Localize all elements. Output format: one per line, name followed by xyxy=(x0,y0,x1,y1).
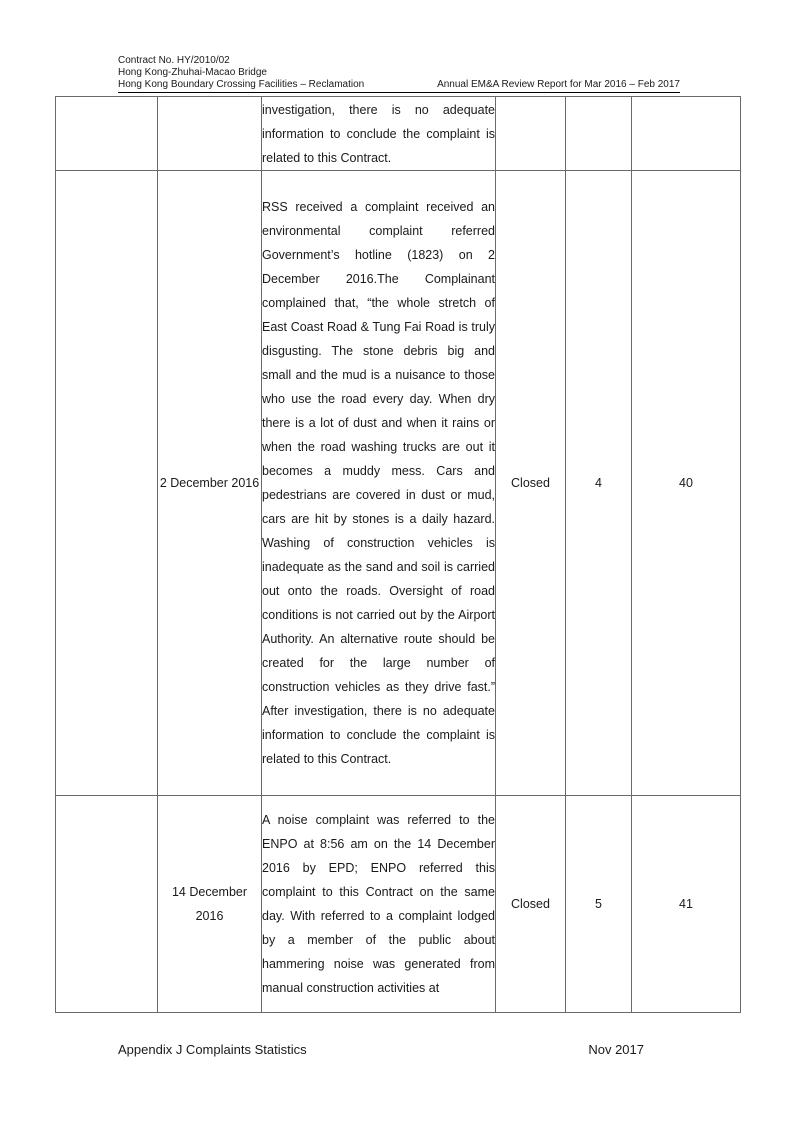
table-row xyxy=(56,171,741,796)
cell-no xyxy=(56,97,158,171)
cell-status xyxy=(496,97,566,171)
description-text: investigation, there is no adequate information to conclude the complaint is related to this Contract. xyxy=(262,102,495,165)
project-name: Hong Kong-Zhuhai-Macao Bridge xyxy=(118,67,267,78)
cell-monthly-count: 4 xyxy=(566,171,632,796)
cell-monthly-count xyxy=(566,97,632,171)
cell-monthly-count: 5 xyxy=(566,796,632,1013)
cell-status: Closed xyxy=(496,796,566,1013)
description-text: A noise complaint was referred to the ENPO at 8:56 am on the 14 December 2016 by EPD; ENPO referred this complaint to this Contract on the same day. With referred to a complaint lodged by a member of the public about hammering noise was generated from manual construction activities at xyxy=(262,813,495,995)
cell-description xyxy=(262,171,496,796)
appendix-title: Appendix J Complaints Statistics xyxy=(118,1042,307,1057)
table-row xyxy=(56,796,741,1013)
header-line xyxy=(118,79,680,93)
description-text: RSS received a complaint received an environmental complaint referred Government’s hotline (1823) on 2 December 2016.The Complainant complained that, “the whole stretch of East Coast Road & Tung Fai Road is truly disgusting. The stone debris big and small and the mud is a nuisance to those who use the road every day. When dry there is a lot of dust and when it rains or when the road washing trucks are out it becomes a muddy mess. Cars and pedestrians are covered in dust or mud, cars are hit by stones is a daily hazard. Washing of construction vehicles is inadequate as the sand and soil is carried out onto the roads. Oversight of road conditions is not carried out by the Airport Authority. An alternative route should be created for the large number of construction vehicles as they drive fast.” After investigation, there is no adequate information to conclude the complaint is related to this Contract. xyxy=(262,200,495,766)
cell-cumulative-count: 40 xyxy=(632,171,741,796)
contract-number: Contract No. HY/2010/02 xyxy=(118,55,230,66)
complaints-table xyxy=(55,96,741,1013)
footer-date: Nov 2017 xyxy=(588,1042,644,1057)
facility-name: Hong Kong Boundary Crossing Facilities – Reclamation xyxy=(118,79,365,90)
cell-no xyxy=(56,796,158,1013)
cell-description xyxy=(262,97,496,171)
cell-date: 2 December 2016 xyxy=(158,171,262,796)
page-header xyxy=(118,55,680,93)
cell-no xyxy=(56,171,158,796)
cell-cumulative-count: 41 xyxy=(632,796,741,1013)
table-row xyxy=(56,97,741,171)
cell-cumulative-count xyxy=(632,97,741,171)
page-footer xyxy=(118,1042,644,1057)
cell-date xyxy=(158,97,262,171)
cell-status: Closed xyxy=(496,171,566,796)
cell-description xyxy=(262,796,496,1013)
report-title: Annual EM&A Review Report for Mar 2016 – Feb 2017 xyxy=(437,79,680,90)
cell-date: 14 December 2016 xyxy=(158,796,262,1013)
